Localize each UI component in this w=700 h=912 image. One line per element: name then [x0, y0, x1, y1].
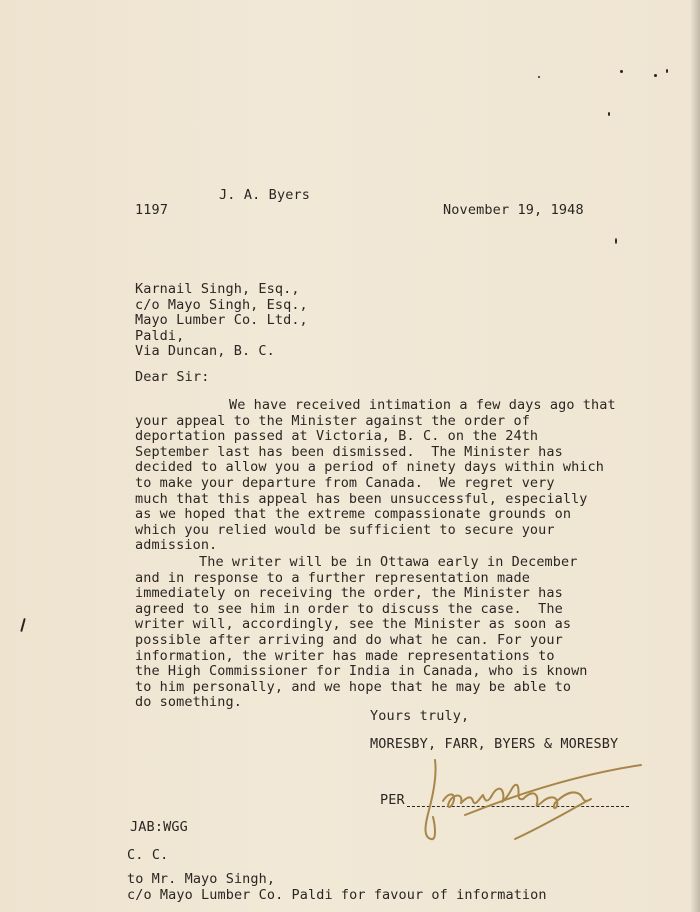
ink-speck — [666, 69, 668, 73]
letter-date: November 19, 1948 — [443, 202, 584, 218]
ink-speck — [615, 238, 617, 244]
address-line: Paldi, — [135, 327, 185, 344]
body-line: immediately on receiving the order, the Minister has — [135, 585, 563, 602]
cc-recipients — [127, 872, 547, 903]
body-line: deportation passed at Victoria, B. C. on the 24th — [135, 428, 539, 445]
address-line: c/o Mayo Singh, Esq., — [135, 296, 308, 313]
body-line: possible after arriving and do what he can. For your — [135, 631, 563, 648]
body-line: decided to allow you a period of ninety days within which — [135, 459, 604, 476]
valediction: Yours truly, — [370, 708, 470, 724]
ink-speck — [608, 112, 610, 116]
body-line: to make your departure from Canada. We regret very — [135, 474, 555, 491]
address-line: Mayo Lumber Co. Ltd., — [135, 312, 308, 329]
body-line: as we hoped that the extreme compassionate grounds on — [135, 506, 572, 523]
signature-scrawl — [405, 755, 645, 845]
body-line: The writer will be in Ottawa early in December — [199, 554, 578, 570]
body-line: much that this appeal has been unsuccessful, especially — [135, 490, 588, 507]
body-line: which you relied would be sufficient to secure your — [135, 521, 555, 538]
body-line: do something. — [135, 694, 242, 711]
typist-initials: JAB:WGG — [130, 819, 188, 835]
cc-label: C. C. — [127, 847, 169, 863]
body-line: We have received intimation a few days ago that — [229, 397, 616, 413]
body-paragraph-1 — [135, 398, 616, 554]
pencil-mark — [20, 618, 26, 632]
cc-line: to Mr. Mayo Singh, — [127, 871, 276, 887]
body-line: the High Commissioner for India in Canada, who is known — [135, 663, 588, 680]
body-line: agreed to see him in order to discuss the case. The — [135, 600, 563, 617]
body-line: writer will, accordingly, see the Minister as soon as — [135, 616, 572, 633]
firm-name: MORESBY, FARR, BYERS & MORESBY — [370, 736, 619, 752]
per-label: PER — [380, 792, 405, 808]
recipient-address — [135, 282, 308, 360]
body-line: and in response to a further representation made — [135, 569, 530, 586]
address-line: Via Duncan, B. C. — [135, 343, 275, 360]
body-line: to him personally, and we hope that he may be able to — [135, 678, 572, 695]
salutation: Dear Sir: — [135, 369, 210, 385]
cc-line: c/o Mayo Lumber Co. Paldi for favour of information — [127, 886, 547, 903]
body-paragraph-2 — [135, 555, 588, 711]
paper-edge-shadow — [690, 0, 700, 912]
ink-speck — [620, 70, 623, 73]
ink-speck — [538, 76, 540, 78]
body-line: admission. — [135, 537, 218, 554]
body-line: information, the writer has made representations to — [135, 647, 555, 664]
address-line: Karnail Singh, Esq., — [135, 281, 300, 297]
author-heading: J. A. Byers — [219, 187, 311, 203]
body-line: your appeal to the Minister against the order of — [135, 412, 530, 429]
ink-speck — [654, 74, 657, 77]
body-line: September last has been dismissed. The Minister has — [135, 443, 563, 460]
file-number: 1197 — [135, 202, 169, 218]
